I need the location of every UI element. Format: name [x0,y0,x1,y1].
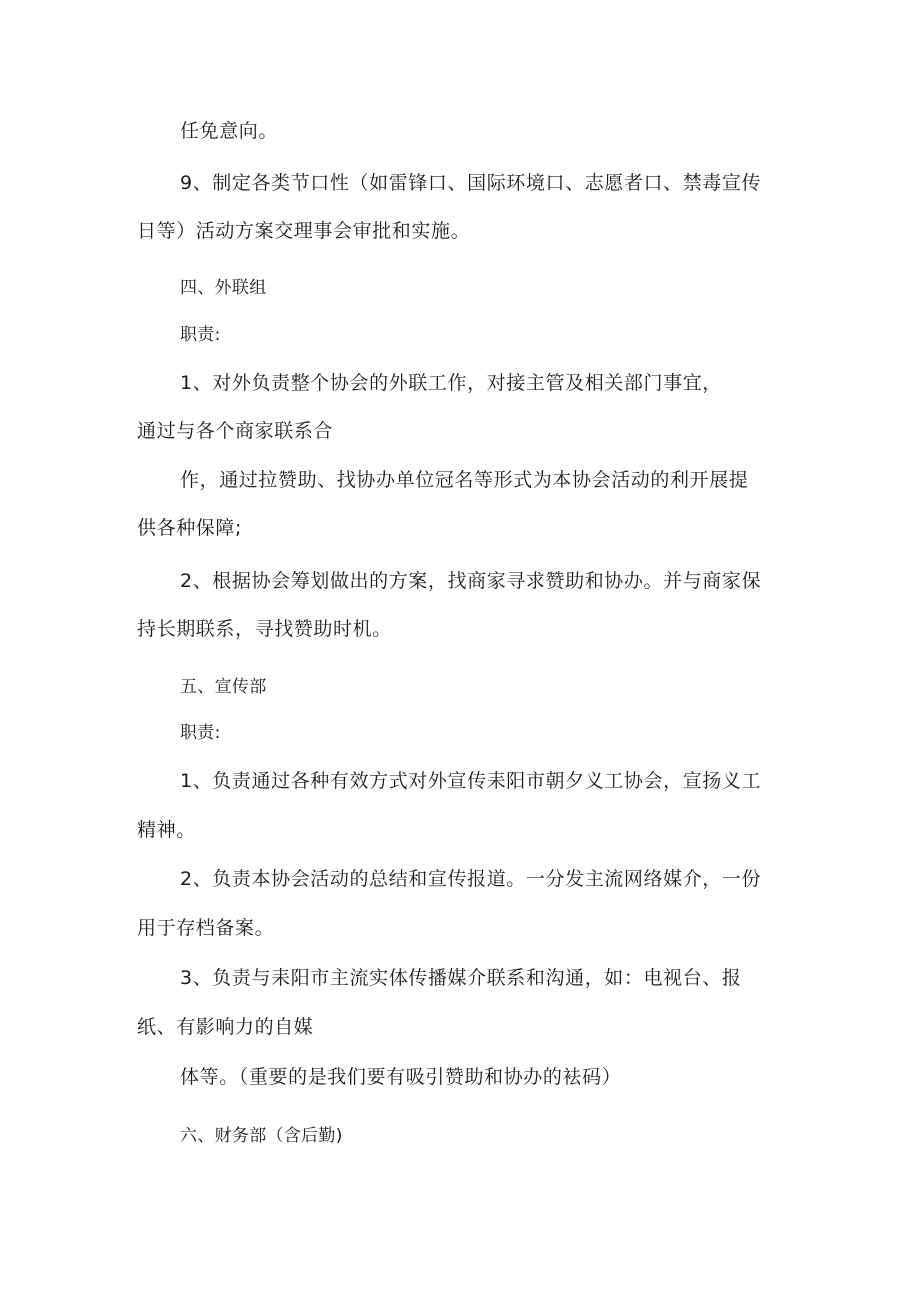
paragraph-line: 持长期联系，寻找赞助时机。 [137,618,392,640]
paragraph-line: 日等）活动方案交理事会审批和实施。 [137,220,471,242]
paragraph-line: 1、负责通过各种有效方式对外宣传耒阳市朝夕义工协会，宣扬义工 [180,770,762,792]
paragraph-line: 9、制定各类节口性（如雷锋口、国际环境口、志愿者口、禁毒宣传 [180,172,762,194]
paragraph-line: 职责: [180,325,221,345]
paragraph-line: 3、负责与耒阳市主流实体传播媒介联系和沟通，如：电视台、报 [180,967,742,989]
paragraph-line: 任免意向。 [180,120,279,142]
section-heading: 四、外联组 [180,278,267,298]
section-heading: 五、宣传部 [180,677,267,697]
paragraph-line: 体等。（重要的是我们要有吸引赞助和协办的袪码） [180,1066,622,1088]
paragraph-line: 用于存档备案。 [137,917,275,939]
paragraph-line: 作，通过拉赞助、找协办单位冠名等形式为本协会活动的利开展提 [180,469,749,491]
paragraph-line: 通过与各个商家联系合 [137,420,334,442]
paragraph-line: 1、对外负责整个协会的外联工作，对接主管及相关部门事宜， [180,372,722,394]
paragraph-line: 精神。 [137,819,196,841]
paragraph-line: 纸、有影响力的自媒 [137,1016,314,1038]
paragraph-line: 2、根据协会筹划做出的方案，找商家寻求赞助和协办。并与商家保 [180,570,762,592]
paragraph-line: 职责: [180,723,221,743]
paragraph-line: 供各种保障; [137,517,243,539]
section-heading: 六、财务部（含后勤) [180,1126,343,1146]
paragraph-line: 2、负责本协会活动的总结和宣传报道。一分发主流网络媒介，一份 [180,868,762,890]
